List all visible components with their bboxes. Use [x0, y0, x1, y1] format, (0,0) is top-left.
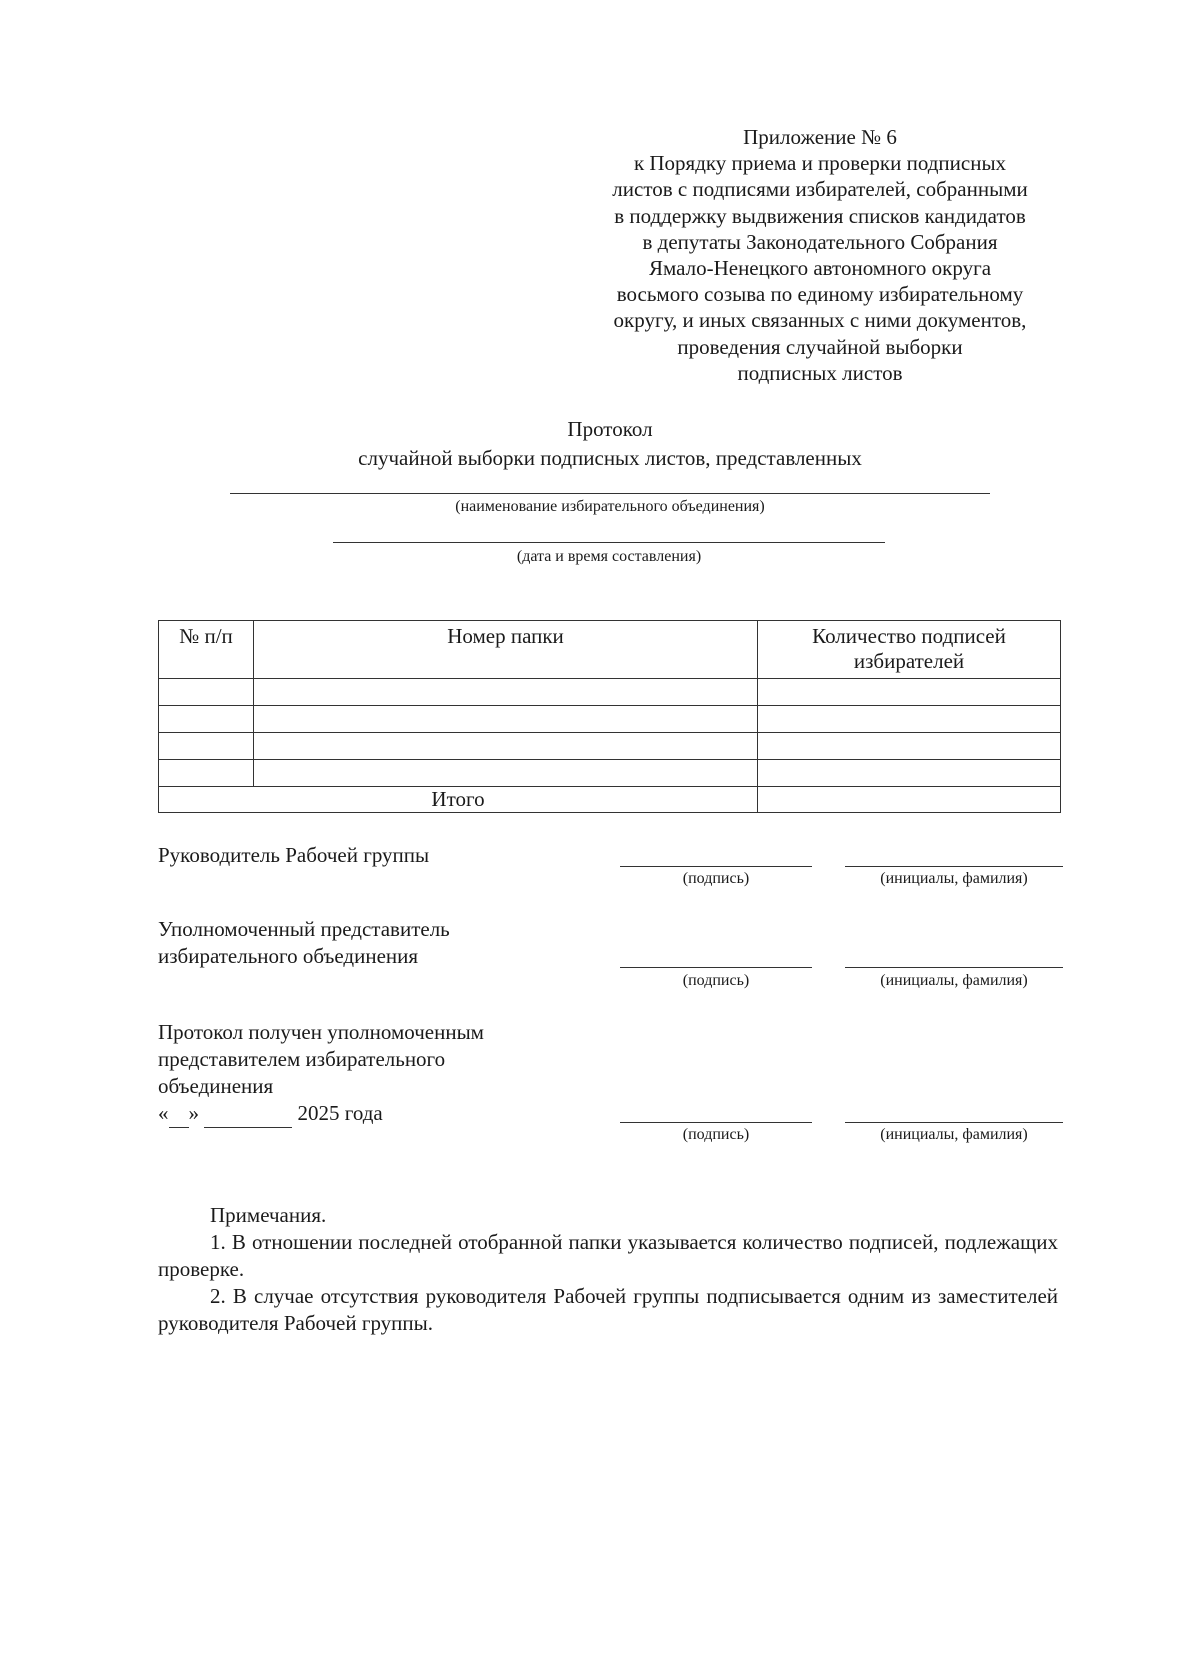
table-cell	[758, 733, 1061, 760]
notes-title: Примечания.	[210, 1203, 327, 1227]
signatory-label	[158, 1019, 484, 1128]
association-line	[230, 493, 990, 494]
table-header-row	[159, 621, 1061, 679]
day-blank	[169, 1100, 189, 1128]
name-caption: (инициалы, фамилия)	[880, 1126, 1028, 1143]
signatory-label-line: представителем избирательного	[158, 1047, 446, 1071]
table-row	[159, 706, 1061, 733]
table-row	[159, 679, 1061, 706]
note-item: 1. В отношении последней отобранной папки указывается количество подписей, подлежащих проверке.	[158, 1230, 1058, 1281]
signatory-label-line: Уполномоченный представитель	[158, 917, 450, 941]
signature-line	[620, 866, 812, 867]
signatory-label-line: Протокол получен уполномоченным	[158, 1020, 484, 1044]
table-cell	[254, 706, 758, 733]
table-cell	[159, 760, 254, 787]
appendix-line: к Порядку приема и проверки подписных	[633, 151, 1007, 176]
protocol-subtitle: случайной выборки подписных листов, представленных	[358, 446, 862, 470]
appendix-line: листов с подписями избирателей, собранными	[612, 177, 1028, 202]
signature-caption: (подпись)	[682, 972, 750, 989]
table-row	[159, 733, 1061, 760]
table-cell	[254, 760, 758, 787]
signature-line	[620, 967, 812, 968]
signature-caption: (подпись)	[682, 1126, 750, 1143]
appendix-line: подписных листов	[737, 360, 903, 385]
table-cell	[159, 733, 254, 760]
signatory-label	[158, 916, 450, 970]
appendix-line: в поддержку выдвижения списков кандидатов	[614, 203, 1026, 228]
date-caption: (дата и время составления)	[516, 548, 702, 565]
appendix-header	[575, 124, 1065, 386]
table-cell	[159, 706, 254, 733]
signatory-label-line: Руководитель Рабочей группы	[158, 843, 430, 867]
date-line	[333, 542, 885, 543]
name-line	[845, 1122, 1063, 1123]
signature-line	[620, 1122, 812, 1123]
col-header-signatures: Количество подписей избирателей	[758, 621, 1061, 679]
table-cell	[758, 760, 1061, 787]
note-item: 2. В случае отсутствия руководителя Рабочей группы подписывается одним из заместителей руководителя Рабочей группы.	[158, 1284, 1058, 1335]
selection-table	[158, 620, 1061, 813]
signatory-label	[158, 842, 429, 869]
signatory-label-line: объединения	[158, 1074, 274, 1098]
signature-caption: (подпись)	[682, 870, 750, 887]
month-blank	[204, 1100, 292, 1128]
name-caption: (инициалы, фамилия)	[880, 870, 1028, 887]
appendix-line: проведения случайной выборки	[677, 334, 963, 359]
signatory-label-line: избирательного объединения	[158, 944, 419, 968]
table-cell	[254, 733, 758, 760]
name-line	[845, 866, 1063, 867]
total-value	[758, 787, 1061, 813]
col-header-folder: Номер папки	[254, 621, 758, 679]
col-header-number: № п/п	[159, 621, 254, 679]
year-text: 2025 года	[297, 1101, 383, 1125]
appendix-line: Ямало-Ненецкого автономного округа	[648, 256, 992, 281]
table-cell	[758, 679, 1061, 706]
name-caption: (инициалы, фамилия)	[880, 972, 1028, 989]
table-cell	[159, 679, 254, 706]
date-quote-close: »	[188, 1101, 199, 1125]
appendix-line: в депутаты Законодательного Собрания	[642, 229, 998, 254]
table-total-row	[159, 787, 1061, 813]
table-row	[159, 760, 1061, 787]
appendix-line: округу, и иных связанных с ними документов,	[613, 308, 1027, 333]
receipt-date	[158, 1100, 484, 1128]
name-line	[845, 967, 1063, 968]
protocol-title: Протокол	[567, 417, 653, 441]
appendix-line: Приложение № 6	[743, 125, 897, 149]
appendix-line: восьмого созыва по единому избирательному	[616, 282, 1024, 307]
date-quote-open: «	[158, 1101, 169, 1125]
table-cell	[758, 706, 1061, 733]
table-cell	[254, 679, 758, 706]
notes-section	[158, 1202, 1058, 1337]
total-label: Итого	[159, 787, 758, 813]
association-caption: (наименование избирательного объединения)	[455, 498, 765, 515]
